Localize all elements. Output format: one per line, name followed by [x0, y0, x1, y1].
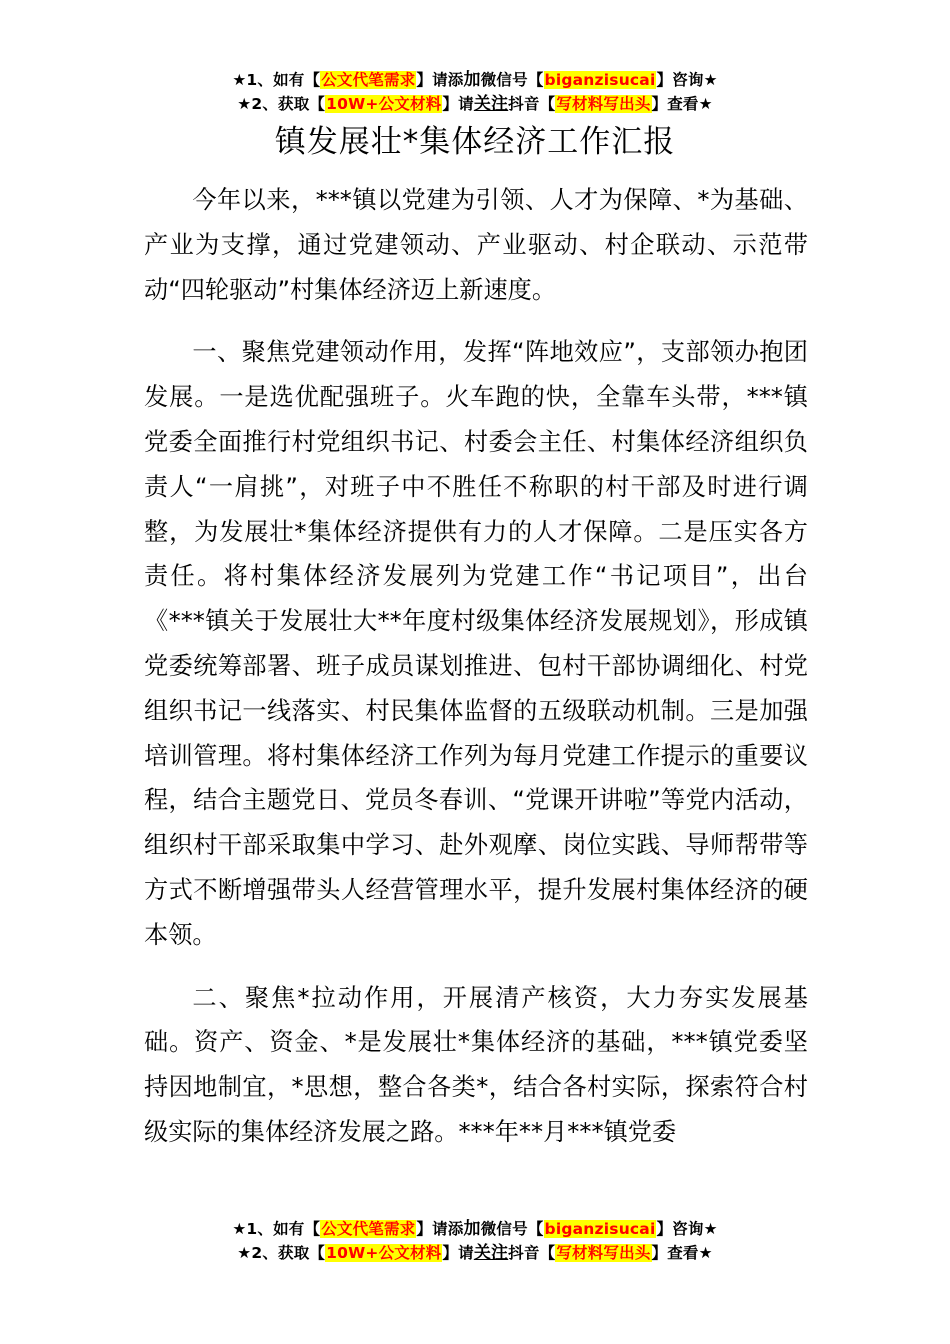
- promo-highlight: 公文代笔需求: [321, 71, 416, 89]
- paragraph-section-1: 一、聚焦党建领动作用，发挥“阵地效应”，支部领办抱团发展。一是选优配强班子。火车跑的快，全靠车头带，***镇党委全面推行村党组织书记、村委会主任、村集体经济组织负责人“一肩挑”，对班子中不胜任不称职的村干部及时进行调整，为发展壮*集体经济提供有力的人才保障。二是压实各方责任。将村集体经济发展列为党建工作“书记项目”，出台《***镇关于发展壮大**年度村级集体经济发展规划》，形成镇党委统筹部署、班子成员谋划推进、包村干部协调细化、村党组织书记一线落实、村民集体监督的五级联动机制。三是加强培训管理。将村集体经济工作列为每月党建工作提示的重要议程，结合主题党日、党员冬春训、“党课开讲啦”等党内活动，组织村干部采取集中学习、赴外观摩、岗位实践、导师帮带等方式不断增强带头人经营管理水平，提升发展村集体经济的硬本领。: [144, 338, 808, 949]
- promo-highlight: 10W+公文材料: [326, 1244, 442, 1262]
- promo-line-2: [0, 1241, 950, 1265]
- paragraph-intro: 今年以来，***镇以党建为引领、人才为保障、*为基础、产业为支撑，通过党建领动、产业驱动、村企联动、示范带动“四轮驱动”村集体经济迈上新速度。: [144, 186, 808, 304]
- promo-text: 】请添: [416, 71, 464, 89]
- promo-highlight: biganzisucai: [544, 1220, 656, 1238]
- promo-text: ★1、如有【: [232, 1220, 321, 1238]
- document-body: [144, 178, 808, 1173]
- promo-emphasis: 关注: [473, 94, 509, 114]
- promo-text: 】请: [442, 95, 474, 113]
- header-promo-banner: [0, 68, 950, 116]
- promo-highlight: 写材料写出头: [556, 95, 651, 113]
- promo-text: 】咨询★: [656, 1220, 718, 1238]
- promo-line-1: [0, 68, 950, 92]
- promo-text: 】查看★: [651, 1244, 713, 1262]
- promo-highlight: biganzisucai: [544, 71, 656, 89]
- promo-text: 】查看★: [651, 95, 713, 113]
- promo-emphasis: 加: [463, 1219, 481, 1239]
- promo-text: 微信号【: [480, 1220, 544, 1238]
- promo-highlight: 10W+公文材料: [326, 95, 442, 113]
- promo-highlight: 写材料写出头: [556, 1244, 651, 1262]
- promo-text: 抖音【: [508, 1244, 556, 1262]
- promo-text: ★2、获取【: [237, 95, 326, 113]
- footer-promo-banner: [0, 1217, 950, 1265]
- promo-text: 】请: [442, 1244, 474, 1262]
- promo-emphasis: 关注: [473, 1243, 509, 1263]
- promo-highlight: 公文代笔需求: [321, 1220, 416, 1238]
- promo-emphasis: 加: [463, 70, 481, 90]
- promo-line-2: [0, 92, 950, 116]
- promo-text: 微信号【: [480, 71, 544, 89]
- promo-text: 】咨询★: [656, 71, 718, 89]
- promo-line-1: [0, 1217, 950, 1241]
- document-title: 镇发展壮*集体经济工作汇报: [274, 124, 676, 160]
- promo-text: ★1、如有【: [232, 71, 321, 89]
- promo-text: 】请添: [416, 1220, 464, 1238]
- paragraph-section-2: 二、聚焦*拉动作用，开展清产核资，大力夯实发展基础。资产、资金、*是发展壮*集体经济的基础，***镇党委坚持因地制宜，*思想，整合各类*，结合各村实际，探索符合村级实际的集体经济发展之路。***年**月***镇党委: [144, 983, 808, 1146]
- promo-text: 抖音【: [508, 95, 556, 113]
- promo-text: ★2、获取【: [237, 1244, 326, 1262]
